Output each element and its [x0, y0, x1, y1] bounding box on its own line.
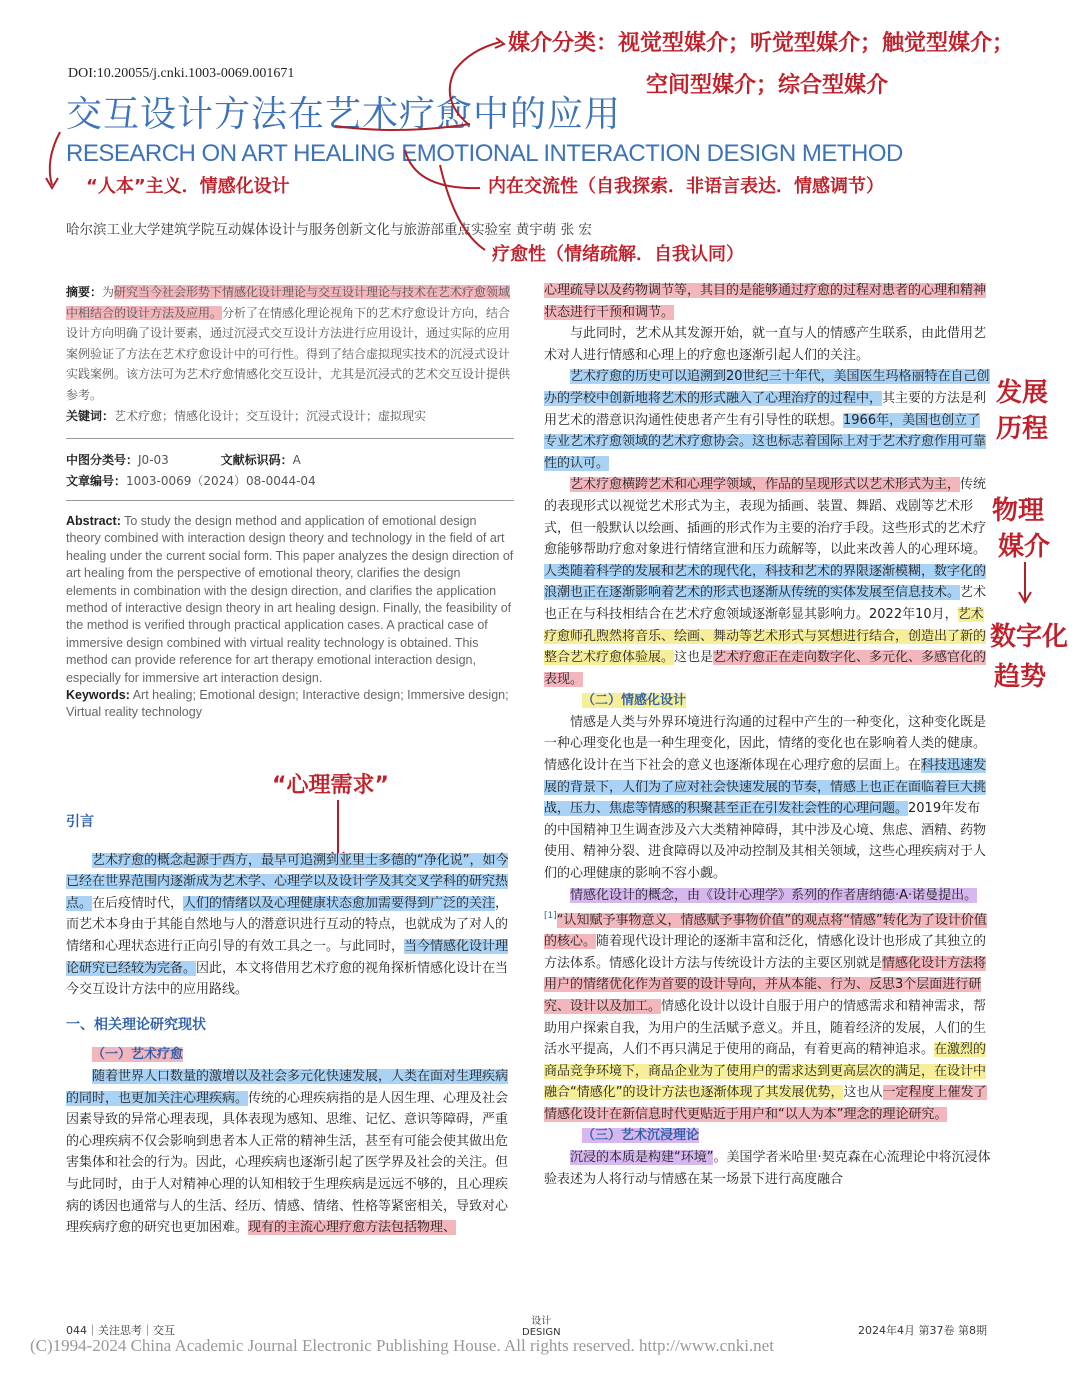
classification-meta: [66, 450, 514, 491]
footer-left: 044｜关注思考｜交互: [66, 1324, 175, 1337]
r4-highlight-2: 人类随着科学的发展和艺术的现代化，科技和艺术的界限逐渐模糊，数字化的浪潮也正在逐渐影响着艺术的形式也逐渐从传统的实体发展至信息技术。: [544, 563, 987, 601]
intro-highlight-1: 艺术疗愈的概念起源于西方，最早可追溯到亚里士多德的“净化说”，如今已经在世界范围内逐渐成为艺术学、心理学以及设计学及其交叉学科的研究热点。: [66, 852, 509, 911]
r5-text-2: 2019年发布的中国精神卫生调查涉及六大类精神障碍，其中涉及心境、焦虑、酒精、药物使用、精神分裂、进食障碍以及冲动控制及其相关领域，这些心理疾病对于人们的心理健康的影响不容小觑。: [544, 801, 987, 882]
r7-highlight: 沉浸的本质是构建“环境”: [570, 1150, 714, 1166]
r6-highlight-2: “认知赋予事物意义，情感赋予事物价值”的观点将“情感”转化为了设计价值的核心。: [544, 912, 987, 950]
r-para-4: [544, 474, 992, 690]
r-para-7: [544, 1147, 992, 1190]
class-value: J0-03: [138, 453, 169, 467]
subsection-1-text: （一）艺术疗愈: [92, 1047, 184, 1063]
r3-highlight: 艺术疗愈的历史可以追溯到20世纪三十年代，美国医生玛格丽特在自己创办的学校中创新地将艺术的形式融入了心理治疗的过程中，: [544, 369, 990, 406]
doc-label: 文献标识码：: [220, 453, 293, 467]
r6-text-3: 这也从: [843, 1085, 883, 1101]
r6-text-2: 情感化设计以设计自服于用户的情感需求和精神需求，帮助用户探索自我，为用户的生活赋予意义。并且，随着经济的发展，人们的生活水平提高，人们不再只满足于使用的商品，有着更高的精神追求。: [544, 998, 987, 1058]
r6-highlight-4: 在激烈的商品竞争环境下，商品企业为了使用户的需求达到更高层次的满足，在设计中融合“情感化”的设计方法也逐渐体现了其发展优势，: [544, 1042, 987, 1101]
keywords: 艺术疗愈；情感化设计；交互设计；沉浸式设计；虚拟现实: [114, 408, 427, 423]
divider: [66, 500, 514, 501]
subsection-1-heading: [66, 1044, 514, 1066]
doi: DOI:10.20055/j.cnki.1003-0069.001671: [68, 66, 295, 81]
keywords-en-label: Keywords:: [66, 688, 130, 703]
r6-highlight-3: 情感化设计方法将用户的情绪优化作为首要的设计导向，并从本能、行为、反思3个层面进行研究、设计以及加工。: [544, 955, 987, 1014]
handwritten-note-trend: 趋势: [994, 662, 1047, 692]
footer-center-bottom: DESIGN: [522, 1327, 561, 1338]
art-healing-paragraph: [66, 1066, 514, 1239]
r-para-3: [544, 366, 992, 474]
article-label: 文章编号：: [66, 473, 127, 488]
r4-highlight-4: 艺术疗愈正在走向数字化、多元化、多感官化的表现。: [544, 650, 987, 687]
footer-center-top: 设计: [531, 1316, 552, 1327]
r4-text: 传统的表现形式以视觉艺术形式为主，表现为插画、装置、舞蹈、戏剧等艺术形式，但一般默认以绘画、插画的形式作为主要的治疗手段。这些形式的艺术疗愈能够帮助疗愈对象进行情绪宣泄和压力疏解等，以此来改善人的心理环境。: [544, 477, 987, 558]
r7-text: 。美国学者米哈里·契克森在心流理论中将沉浸体验表述为人将行动与情感在某一场景下进行高度融合: [544, 1150, 991, 1187]
subsection-3-text: （三）艺术沉浸理论: [582, 1128, 700, 1144]
subsection-2-heading: [544, 690, 992, 712]
abstract-pre: 为: [102, 285, 115, 299]
handwritten-note-dev: 发展: [996, 378, 1049, 408]
handwritten-note-physical: 物理: [992, 496, 1045, 526]
footer-center: [522, 1316, 561, 1338]
abstract-en-body: To study the design method and application of emotional design theory combined with interaction design theory and technology in the field of art healing under the current social form. This paper analyzes the design direction of art healing from the perspective of emotional theory, clarifies the design elements in combination with the design direction, and clarifies the application method of interactive design theory in art healing design. Finally, the feasibility of the method is verified through practical application cases. A practical case of immersive design combined with virtual reality technology is obtained. This method can provide reference for art therapy emotional interaction design, especially for immersive art interaction design.: [66, 514, 514, 685]
keywords-label: 关键词：: [66, 408, 115, 423]
footer-right: 2024年4月 第37卷 第8期: [858, 1324, 987, 1337]
handwritten-note-healing: 疗愈性（情绪疏解．自我认同）: [492, 244, 744, 265]
r6-text: 随着现代设计理论的逐渐丰富和泛化，情感化设计也形成了其独立的方法体系。情感化设计方法与传统设计方法的主要区别就是: [544, 934, 987, 971]
r3-highlight-2: 1966年，美国也创立了专业艺术疗愈领域的艺术疗愈协会。这也标志着国际上对于艺术疗愈作用可靠性的认可。: [544, 412, 987, 471]
intro-paragraph: [66, 850, 514, 1001]
handwritten-note-psych-need: “心理需求”: [272, 773, 389, 798]
r-para-1: [544, 280, 992, 323]
handwritten-note-medium: 媒介: [998, 532, 1051, 562]
handwritten-note-media: 媒介分类：视觉型媒介；听觉型媒介；触觉型媒介；: [508, 31, 1015, 56]
section-1-heading: 一、相关理论研究现状: [66, 1016, 206, 1033]
r6-highlight-5: 一定程度上催发了情感化设计在新信息时代更贴近于用户和“以人为本”理念的理论研究。: [544, 1085, 987, 1122]
right-body: [544, 280, 992, 1190]
article-value: 1003-0069（2024）08-0044-04: [126, 473, 316, 488]
handwritten-arrow-trend: [1010, 560, 1040, 610]
r5-text: 情感是人类与外界环境进行沟通的过程中产生的一种变化，这种变化既是一种心理变化也是一种生理变化，因此，情绪的变化也在影响着人类的健康。情感化设计在当下社会的意义也逐渐体现在心理疗愈的层面上。在: [544, 714, 987, 774]
handwritten-note-media-2: 空间型媒介；综合型媒介: [646, 73, 889, 98]
divider: [66, 438, 514, 439]
p1-highlight-2: 现有的主流心理疗愈方法包括物理、: [248, 1220, 457, 1236]
abstract-highlight: 研究当今社会形势下情感化设计理论与交互设计理论与技术在艺术疗愈领域中相结合的设计方法及应用。: [66, 285, 511, 320]
p1-text: 传统的心理疾病指的是人因生理、心理及社会因素导致的异常心理表现，具体表现为感知、思维、记忆、意识等障碍，严重的心理疾病不仅会影响到患者本人正常的精神生活，甚至有可能会使其做出危害集体和社会的行为。因此，心理疾病也逐渐引起了医学界及社会的关注。但与此同时，由于人对精神心理的认知相较于生理疾病是远远不够的，且心理疾病的诱因也通常与人的生活、经历、情感、情绪、性格等紧密相关，导致对心理疾病疗愈的研究也更加困难。: [66, 1090, 509, 1236]
citation-ref: [1]: [544, 911, 557, 922]
copyright-notice: (C)1994-2024 China Academic Journal Electronic Publishing House. All rights reserved. http://www.cnki.net: [30, 1336, 774, 1355]
intro-text-1: 在后疫情时代，: [92, 895, 184, 911]
r-para-2: 与此同时，艺术从其发源开始，就一直与人的情感产生联系，由此借用艺术对人进行情感和心理上的疗愈也逐渐引起人们的关注。: [544, 326, 987, 363]
intro-heading: 引言: [66, 814, 94, 830]
r4-text-3: 这也是: [674, 650, 714, 666]
intro-highlight-3: 当今情感化设计理论研究已经较为完备。: [66, 938, 509, 976]
abstract-label: 摘要：: [66, 285, 103, 299]
r-para-5: [544, 712, 992, 885]
handwritten-note-digital: 数字化: [990, 622, 1069, 652]
subsection-3-heading: [544, 1125, 992, 1147]
keywords-en: Art healing; Emotional design; Interactive design; Immersive design; Virtual reality technology: [66, 688, 509, 720]
subsection-2-text: （二）情感化设计: [582, 693, 687, 709]
r1-highlight: 心理疏导以及药物调节等，其目的是能够通过疗愈的过程对患者的心理和精神状态进行干预和调节。: [544, 283, 987, 320]
abstract-body: 分析了在情感化理论视角下的艺术疗愈设计方向，结合设计方向明确了设计要素，通过沉浸式交互设计方法进行应用设计，通过实际的应用案例验证了方法在艺术疗愈设计中的可行性。得到了结合虚拟现实技术的沉浸式设计实践案例。该方法可为艺术疗愈情感化交互设计，尤其是沉浸式的艺术交互设计提供参考。: [66, 305, 511, 402]
intro-text-3: 因此，本文将借用艺术疗愈的视角探析情感化设计在当今交互设计方法中的应用路线。: [66, 960, 509, 998]
r5-highlight: 科技迅速发展的背景下，人们为了应对社会快速发展的节奏，情感上也正在面临着巨大挑战，压力、焦虑等情感的积聚甚至正在引发社会性的心理问题。: [544, 758, 987, 817]
class-label: 中图分类号：: [66, 453, 139, 467]
handwritten-note-history: 历程: [996, 414, 1049, 444]
intro-text-2: ，而艺术本身由于其能自然地与人的潜意识进行互动的特点，也就成为了对人的情绪和心理状态进行正向引导的有效工具之一。与此同时，: [66, 895, 509, 954]
r4-text-2: 艺术也正在与科技相结合在艺术疗愈领域逐渐彰显其影响力。2022年10月，: [544, 585, 987, 622]
title-text: 交互设计方法在艺术疗愈中的应用: [66, 94, 622, 135]
affiliation: 哈尔滨工业大学建筑学院互动媒体设计与服务创新文化与旅游部重点实验室 黄宇萌 张 宏: [66, 222, 592, 238]
r6-highlight: 情感化设计的概念，由《设计心理学》系列的作者唐纳德·A·诺曼提出。: [570, 887, 978, 903]
r4-highlight: 艺术疗愈横跨艺术和心理学领域，作品的呈现形式以艺术形式为主，: [570, 477, 961, 493]
p1-highlight: 随着世界人口数量的激增以及社会多元化快速发展，人类在面对生理疾病的同时，也更加关注心理疾病。: [66, 1068, 509, 1106]
abstract-en-label: Abstract:: [66, 514, 121, 528]
r4-highlight-3: 艺术疗愈师孔煦然将音乐、绘画、舞动等艺术形式与冥想进行结合，创造出了新的整合艺术疗愈体验展。: [544, 606, 987, 666]
r-para-6: [544, 885, 992, 1126]
page-subtitle: RESEARCH ON ART HEALING EMOTIONAL INTERACTION DESIGN METHOD: [66, 140, 903, 167]
left-body: [66, 812, 514, 1239]
intro-highlight-2: 人们的情绪以及心理健康状态愈加需要得到广泛的关注: [183, 895, 496, 911]
handwritten-note-humanism: “人本”主义．情感化设计: [86, 176, 290, 197]
abstract-en: [66, 513, 514, 722]
handwritten-note-communication: 内在交流性（自我探索．非语言表达．情感调节）: [488, 176, 884, 197]
doc-value: A: [292, 453, 301, 467]
abstract-cn: [66, 282, 514, 426]
r3-text: 其主要的方法是利用艺术的潜意识沟通性使患者产生有引导性的联想。: [544, 390, 987, 428]
